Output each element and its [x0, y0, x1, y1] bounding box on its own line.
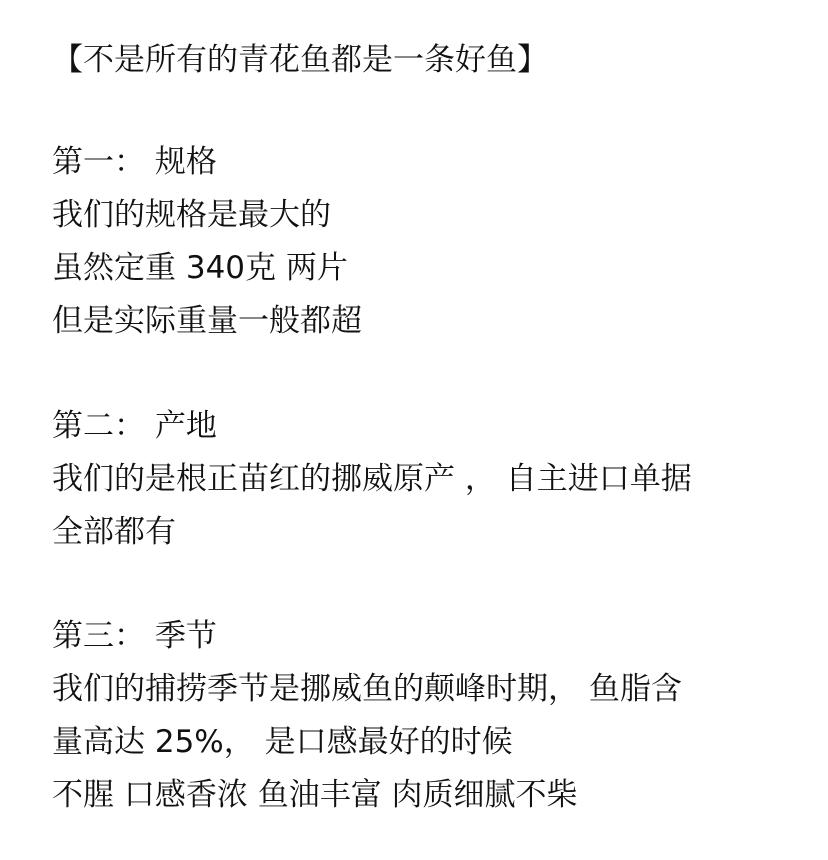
text-line: 虽然定重 340克 两片	[52, 250, 348, 286]
section-heading: 第一： 规格	[52, 144, 217, 180]
section-heading: 第二： 产地	[52, 408, 217, 444]
section-origin	[52, 400, 792, 559]
text-line: 我们的规格是最大的	[52, 197, 331, 233]
section-season	[52, 610, 792, 822]
text-line: 我们的捕捞季节是挪威鱼的颠峰时期， 鱼脂含	[52, 671, 682, 707]
text-line: 全部都有	[52, 514, 176, 550]
text-line: 我们的是根正苗红的挪威原产 ， 自主进口单据	[52, 461, 692, 497]
text-line: 量高达 25%， 是口感最好的时候	[52, 724, 513, 760]
section-heading: 第三： 季节	[52, 618, 217, 654]
document-title: 【不是所有的青花鱼都是一条好鱼】	[52, 42, 548, 78]
text-line: 但是实际重量一般都超	[52, 303, 362, 339]
text-line: 不腥 口感香浓 鱼油丰富 肉质细腻不柴	[52, 777, 578, 813]
section-spec	[52, 136, 792, 348]
